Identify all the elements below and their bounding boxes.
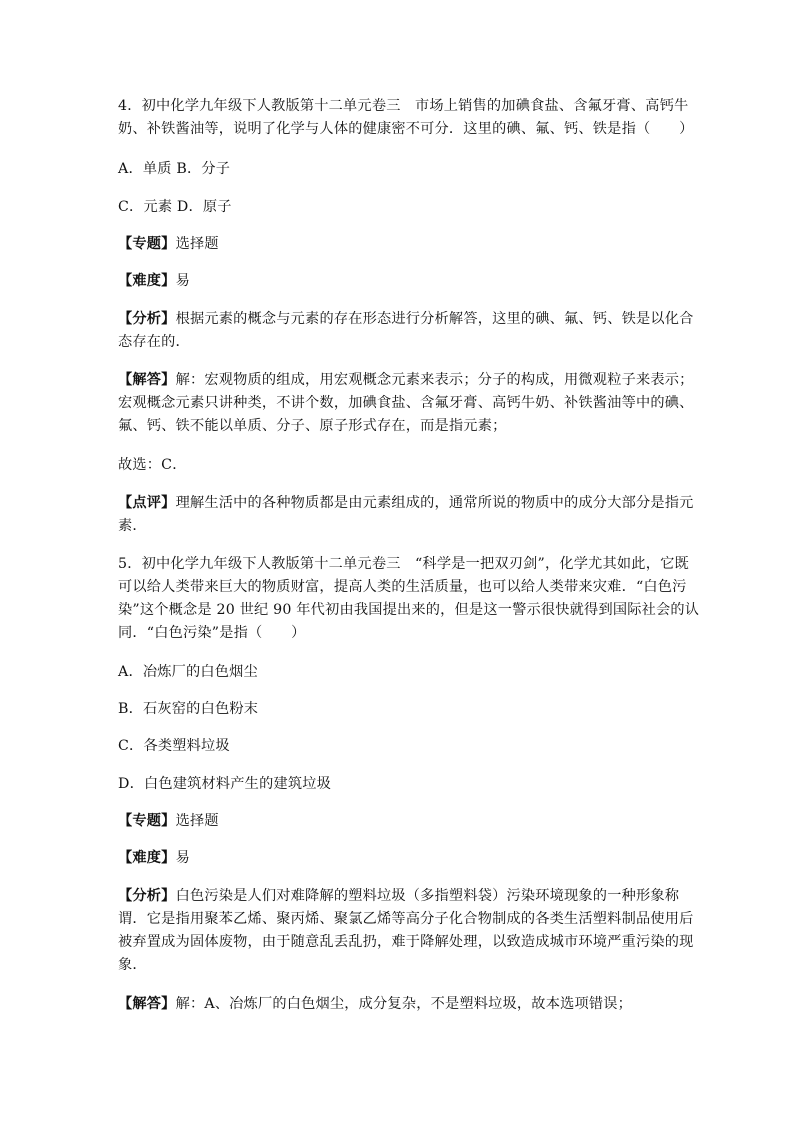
q5-analysis-line-3: 被弃置成为固体废物，由于随意乱丢乱扔，难于降解处理，以致造成城市环境严重污染的现 [118, 934, 694, 950]
q5-answer-tag: 【解答】 [118, 996, 176, 1012]
q5-option-b [118, 698, 683, 721]
q5-analysis-line-1: 白色污染是人们对难降解的塑料垃圾（多指塑料袋）污染环境现象的一种形象称 [175, 888, 680, 904]
q4-comment-line-2: 素． [118, 518, 147, 534]
q5-option-c [118, 735, 683, 758]
q5-topic-tag: 【专题】 [118, 813, 176, 829]
q4-analysis [118, 308, 694, 354]
q5-option-d [118, 773, 683, 796]
q4-topic-value: 选择题 [175, 236, 219, 252]
q5-topic [118, 810, 683, 833]
q4-choice-text: 故选：C． [118, 457, 187, 473]
q4-option-cd [118, 196, 683, 219]
q4-analysis-line-1: 根据元素的概念与元素的存在形态进行分析解答，这里的碘、氟、钙、铁是以化合 [175, 311, 694, 327]
q5-stem-line-3: 染”这个概念是 20 世纪 90 年代初由我国提出来的，但是这一警示很快就得到国际社会的认 [118, 602, 700, 618]
q5-option-d-text: D．白色建筑材料产生的建筑垃圾 [118, 776, 332, 792]
q5-difficulty-tag: 【难度】 [118, 850, 176, 866]
q5-analysis-line-2: 谓．它是指用聚苯乙烯、聚丙烯、聚氯乙烯等高分子化合物制成的各类生活塑料制品使用后 [118, 911, 694, 927]
q5-analysis-tag: 【分析】 [118, 888, 176, 904]
q4-difficulty-value: 易 [175, 273, 190, 289]
q4-comment [118, 492, 694, 538]
q4-stem-line-1: 4．初中化学九年级下人教版第十二单元卷三 市场上销售的加碘食盐、含氟牙膏、高钙牛 [118, 98, 689, 114]
q4-stem [118, 95, 694, 141]
q4-topic-tag: 【专题】 [118, 236, 176, 252]
q4-comment-tag: 【点评】 [118, 495, 176, 511]
q4-option-ab [118, 158, 683, 181]
q5-answer [118, 993, 683, 1016]
q4-analysis-tag: 【分析】 [118, 311, 176, 327]
q4-answer-tag: 【解答】 [118, 372, 176, 388]
q4-analysis-line-2: 态存在的． [118, 334, 190, 350]
q5-difficulty-value: 易 [175, 850, 190, 866]
q5-answer-line-1: 解：A、冶炼厂的白色烟尘，成分复杂，不是塑料垃圾，故本选项错误； [175, 996, 633, 1012]
q4-option-cd-text: C．元素 D．原子 [118, 199, 232, 215]
q4-answer-line-2: 宏观概念元素只讲种类，不讲个数，加碘食盐、含氟牙膏、高钙牛奶、补铁酱油等中的碘、 [118, 395, 694, 411]
q5-option-c-text: C．各类塑料垃圾 [118, 738, 230, 754]
q4-difficulty [118, 270, 683, 293]
q4-answer [118, 369, 694, 438]
q4-answer-line-1: 解：宏观物质的组成，用宏观概念元素来表示；分子的构成，用微观粒子来表示； [175, 372, 694, 388]
q4-stem-line-2: 奶、补铁酱油等，说明了化学与人体的健康密不可分．这里的碘、氟、钙、铁是指（ ） [118, 121, 694, 137]
q5-stem-line-2: 可以给人类带来巨大的物质财富，提高人类的生活质量，也可以给人类带来灾难．“白色污 [118, 579, 687, 595]
q5-option-a-text: A．冶炼厂的白色烟尘 [118, 664, 258, 680]
q4-topic [118, 233, 683, 256]
q4-choice [118, 454, 683, 477]
q4-answer-line-3: 氟、钙、铁不能以单质、分子、原子形式存在，而是指元素； [118, 418, 507, 434]
q4-difficulty-tag: 【难度】 [118, 273, 176, 289]
q5-option-a [118, 661, 683, 684]
q5-option-b-text: B．石灰窑的白色粉末 [118, 701, 259, 717]
q5-stem-line-1: 5．初中化学九年级下人教版第十二单元卷三 “科学是一把双刃剑”，化学尤其如此，它既 [118, 556, 689, 572]
q5-difficulty [118, 847, 683, 870]
q5-topic-value: 选择题 [175, 813, 219, 829]
q4-comment-line-1: 理解生活中的各种物质都是由元素组成的，通常所说的物质中的成分大部分是指元 [175, 495, 694, 511]
q4-option-ab-text: A．单质 B．分子 [118, 161, 231, 177]
q5-stem-line-4: 同．“白色污染”是指（ ） [118, 625, 306, 641]
q5-analysis-line-4: 象． [118, 957, 147, 973]
q5-analysis [118, 885, 694, 977]
q5-stem [118, 553, 700, 645]
